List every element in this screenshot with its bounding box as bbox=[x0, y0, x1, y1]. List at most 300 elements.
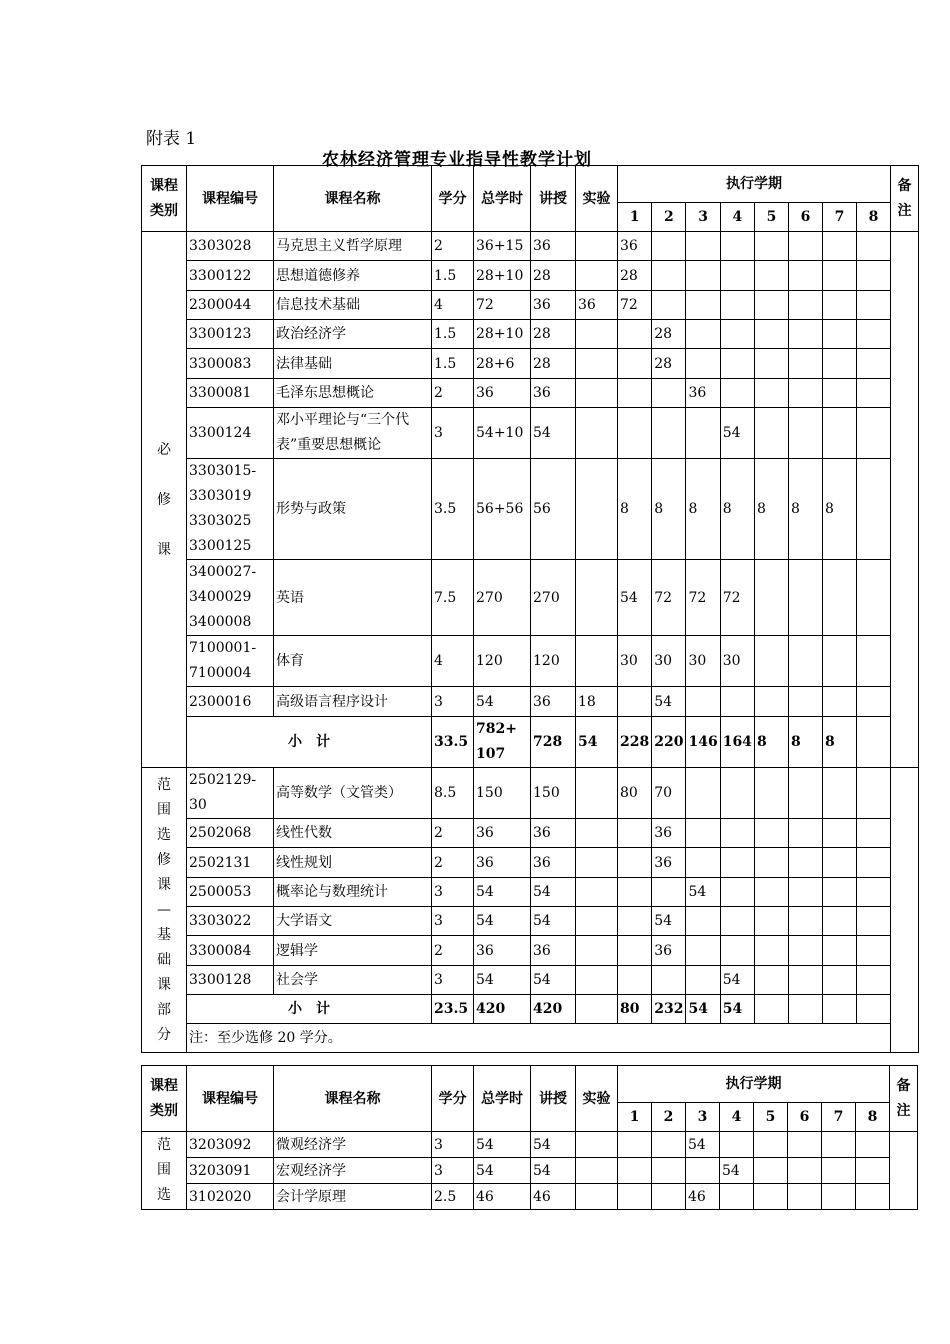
lab-hours bbox=[576, 320, 618, 349]
term-3-hours bbox=[686, 349, 720, 379]
term-4-hours bbox=[720, 907, 754, 936]
course-code: 3300081 bbox=[187, 379, 274, 408]
term-1-hours bbox=[618, 1132, 652, 1158]
term-2-hours bbox=[652, 379, 686, 408]
term-3-hours bbox=[686, 408, 720, 459]
header-row bbox=[142, 166, 919, 203]
subtotal-term-8 bbox=[856, 995, 890, 1024]
header-credit: 学分 bbox=[432, 1066, 474, 1132]
term-1-hours bbox=[618, 408, 652, 459]
lecture-hours: 54 bbox=[531, 907, 576, 936]
header-term-1: 1 bbox=[618, 203, 652, 232]
term-2-hours: 28 bbox=[652, 349, 686, 379]
course-row bbox=[142, 687, 919, 717]
header-term: 执行学期 bbox=[618, 166, 891, 203]
course-code: 3300128 bbox=[187, 966, 274, 995]
total-hours: 54 bbox=[474, 1158, 531, 1184]
term-4-hours bbox=[720, 261, 754, 291]
header-term-6: 6 bbox=[788, 203, 822, 232]
course-row bbox=[142, 848, 919, 878]
term-6-hours bbox=[788, 1184, 822, 1210]
term-1-hours: 8 bbox=[618, 459, 652, 560]
term-4-hours bbox=[720, 819, 754, 848]
term-7-hours bbox=[822, 878, 856, 907]
lab-hours bbox=[576, 1158, 618, 1184]
term-8-hours bbox=[856, 1184, 890, 1210]
course-row bbox=[142, 1132, 918, 1158]
course-row bbox=[142, 459, 919, 560]
course-row bbox=[142, 291, 919, 320]
header-term-4: 4 bbox=[720, 1103, 754, 1132]
header-term-8: 8 bbox=[856, 203, 890, 232]
term-8-hours bbox=[856, 1132, 890, 1158]
term-3-hours: 36 bbox=[686, 379, 720, 408]
credit: 3 bbox=[432, 907, 474, 936]
term-6-hours bbox=[788, 687, 822, 717]
header-term-7: 7 bbox=[822, 1103, 856, 1132]
term-3-hours bbox=[686, 936, 720, 966]
header-category: 课程类别 bbox=[142, 1066, 187, 1132]
subtotal-total: 782+ 107 bbox=[474, 717, 531, 768]
subtotal-lecture: 420 bbox=[531, 995, 576, 1024]
header-lab: 实验 bbox=[576, 166, 618, 232]
credit: 2 bbox=[432, 819, 474, 848]
term-3-hours bbox=[686, 768, 720, 819]
term-4-hours: 54 bbox=[720, 966, 754, 995]
subtotal-term-7: 8 bbox=[822, 717, 856, 768]
course-code: 3300083 bbox=[187, 349, 274, 379]
total-hours: 36+15 bbox=[474, 232, 531, 261]
credit: 2 bbox=[432, 936, 474, 966]
term-5-hours bbox=[754, 966, 788, 995]
subtotal-term-7 bbox=[822, 995, 856, 1024]
lecture-hours: 54 bbox=[531, 878, 576, 907]
header-term-3: 3 bbox=[686, 1103, 720, 1132]
category-char: 选 bbox=[157, 826, 171, 843]
lecture-hours: 54 bbox=[531, 1158, 576, 1184]
term-5-hours bbox=[754, 320, 788, 349]
term-6-hours: 8 bbox=[788, 459, 822, 560]
subtotal-term-3: 146 bbox=[686, 717, 720, 768]
credit: 2.5 bbox=[432, 1184, 474, 1210]
term-2-hours bbox=[652, 1158, 686, 1184]
lecture-hours: 36 bbox=[531, 291, 576, 320]
note-text: 注：至少选修 20 学分。 bbox=[187, 1024, 891, 1053]
lab-hours bbox=[576, 560, 618, 636]
course-code: 3300123 bbox=[187, 320, 274, 349]
term-2-hours bbox=[652, 878, 686, 907]
credit: 1.5 bbox=[432, 320, 474, 349]
term-2-hours bbox=[652, 261, 686, 291]
subtotal-row bbox=[142, 995, 919, 1024]
header-term-1: 1 bbox=[618, 1103, 652, 1132]
term-4-hours: 8 bbox=[720, 459, 754, 560]
term-8-hours bbox=[856, 232, 890, 261]
subtotal-term-5: 8 bbox=[754, 717, 788, 768]
term-8-hours bbox=[856, 878, 890, 907]
lecture-hours: 56 bbox=[531, 459, 576, 560]
total-hours: 54 bbox=[474, 907, 531, 936]
term-7-hours bbox=[822, 261, 856, 291]
course-name: 体育 bbox=[274, 636, 432, 687]
total-hours: 54 bbox=[474, 878, 531, 907]
course-code: 7100001- 7100004 bbox=[187, 636, 274, 687]
term-3-hours bbox=[686, 1158, 720, 1184]
course-row bbox=[142, 349, 919, 379]
term-4-hours bbox=[720, 349, 754, 379]
course-name: 高等数学（文管类） bbox=[274, 768, 432, 819]
term-2-hours: 36 bbox=[652, 936, 686, 966]
course-row bbox=[142, 878, 919, 907]
total-hours: 36 bbox=[474, 819, 531, 848]
term-7-hours bbox=[822, 768, 856, 819]
credit: 4 bbox=[432, 291, 474, 320]
course-code: 2500053 bbox=[187, 878, 274, 907]
credit: 1.5 bbox=[432, 261, 474, 291]
course-name: 信息技术基础 bbox=[274, 291, 432, 320]
header-lab: 实验 bbox=[576, 1066, 618, 1132]
term-6-hours bbox=[788, 291, 822, 320]
term-5-hours bbox=[754, 408, 788, 459]
course-row bbox=[142, 819, 919, 848]
term-2-hours bbox=[652, 1132, 686, 1158]
total-hours: 46 bbox=[474, 1184, 531, 1210]
term-1-hours: 30 bbox=[618, 636, 652, 687]
course-row bbox=[142, 907, 919, 936]
term-4-hours bbox=[720, 1184, 754, 1210]
term-5-hours bbox=[754, 819, 788, 848]
term-8-hours bbox=[856, 320, 890, 349]
credit: 3 bbox=[432, 1132, 474, 1158]
term-3-hours bbox=[686, 232, 720, 261]
header-remark: 备注 bbox=[890, 1066, 918, 1132]
term-4-hours bbox=[720, 232, 754, 261]
term-5-hours: 8 bbox=[754, 459, 788, 560]
term-2-hours: 72 bbox=[652, 560, 686, 636]
credit: 2 bbox=[432, 379, 474, 408]
term-6-hours bbox=[788, 408, 822, 459]
term-5-hours bbox=[754, 1158, 788, 1184]
subtotal-term-1: 80 bbox=[618, 995, 652, 1024]
term-1-hours bbox=[618, 878, 652, 907]
total-hours: 56+56 bbox=[474, 459, 531, 560]
term-3-hours: 72 bbox=[686, 560, 720, 636]
term-6-hours bbox=[788, 349, 822, 379]
credit: 3 bbox=[432, 408, 474, 459]
term-2-hours: 36 bbox=[652, 848, 686, 878]
term-3-hours bbox=[686, 687, 720, 717]
lab-hours bbox=[576, 848, 618, 878]
total-hours: 150 bbox=[474, 768, 531, 819]
lecture-hours: 54 bbox=[531, 1132, 576, 1158]
term-4-hours: 54 bbox=[720, 408, 754, 459]
subtotal-term-3: 54 bbox=[686, 995, 720, 1024]
header-name: 课程名称 bbox=[274, 166, 432, 232]
course-name: 社会学 bbox=[274, 966, 432, 995]
course-category bbox=[142, 232, 187, 768]
term-1-hours bbox=[618, 1158, 652, 1184]
credit: 7.5 bbox=[432, 560, 474, 636]
header-term-6: 6 bbox=[788, 1103, 822, 1132]
course-name: 毛泽东思想概论 bbox=[274, 379, 432, 408]
category-char: 分 bbox=[157, 1026, 171, 1043]
lecture-hours: 36 bbox=[531, 232, 576, 261]
note-row bbox=[142, 1024, 919, 1053]
category-char: 修 bbox=[157, 491, 171, 508]
subtotal-credit: 23.5 bbox=[432, 995, 474, 1024]
course-code: 3303015- 3303019 3303025 3300125 bbox=[187, 459, 274, 560]
term-8-hours bbox=[856, 966, 890, 995]
header-row bbox=[142, 1066, 918, 1103]
header-code: 课程编号 bbox=[187, 166, 274, 232]
term-7-hours bbox=[822, 379, 856, 408]
course-row bbox=[142, 636, 919, 687]
lecture-hours: 36 bbox=[531, 379, 576, 408]
course-category bbox=[142, 768, 187, 1053]
term-4-hours: 30 bbox=[720, 636, 754, 687]
lecture-hours: 120 bbox=[531, 636, 576, 687]
term-7-hours bbox=[822, 848, 856, 878]
course-code: 3300124 bbox=[187, 408, 274, 459]
term-4-hours bbox=[720, 848, 754, 878]
subtotal-credit: 33.5 bbox=[432, 717, 474, 768]
course-name: 微观经济学 bbox=[274, 1132, 432, 1158]
term-5-hours bbox=[754, 687, 788, 717]
course-name: 法律基础 bbox=[274, 349, 432, 379]
subtotal-total: 420 bbox=[474, 995, 531, 1024]
term-7-hours bbox=[822, 819, 856, 848]
total-hours: 36 bbox=[474, 379, 531, 408]
term-7-hours bbox=[822, 232, 856, 261]
lecture-hours: 36 bbox=[531, 819, 576, 848]
term-6-hours bbox=[788, 768, 822, 819]
term-7-hours bbox=[822, 291, 856, 320]
credit: 1.5 bbox=[432, 349, 474, 379]
header-term-2: 2 bbox=[652, 1103, 686, 1132]
course-name: 英语 bbox=[274, 560, 432, 636]
teaching-plan-table bbox=[141, 165, 919, 1053]
course-name: 形势与政策 bbox=[274, 459, 432, 560]
term-5-hours bbox=[754, 936, 788, 966]
course-name: 线性规划 bbox=[274, 848, 432, 878]
term-6-hours bbox=[788, 560, 822, 636]
lecture-hours: 54 bbox=[531, 966, 576, 995]
term-8-hours bbox=[856, 408, 890, 459]
term-2-hours bbox=[652, 232, 686, 261]
course-name: 宏观经济学 bbox=[274, 1158, 432, 1184]
header-remark: 备注 bbox=[890, 166, 918, 232]
term-1-hours: 72 bbox=[618, 291, 652, 320]
course-row bbox=[142, 320, 919, 349]
term-6-hours bbox=[788, 966, 822, 995]
course-name: 思想道德修养 bbox=[274, 261, 432, 291]
term-5-hours bbox=[754, 261, 788, 291]
course-row bbox=[142, 379, 919, 408]
header-total-hours: 总学时 bbox=[474, 1066, 531, 1132]
term-8-hours bbox=[856, 291, 890, 320]
term-3-hours bbox=[686, 848, 720, 878]
subtotal-term-2: 232 bbox=[652, 995, 686, 1024]
course-row bbox=[142, 560, 919, 636]
credit: 2 bbox=[432, 848, 474, 878]
term-8-hours bbox=[856, 636, 890, 687]
header-term-7: 7 bbox=[822, 203, 856, 232]
course-category bbox=[142, 1132, 187, 1210]
term-2-hours: 8 bbox=[652, 459, 686, 560]
course-code: 2502131 bbox=[187, 848, 274, 878]
remark-cell bbox=[890, 768, 918, 1053]
term-6-hours bbox=[788, 261, 822, 291]
course-name: 大学语文 bbox=[274, 907, 432, 936]
term-5-hours bbox=[754, 1184, 788, 1210]
term-7-hours bbox=[822, 907, 856, 936]
term-2-hours: 70 bbox=[652, 768, 686, 819]
term-1-hours bbox=[618, 936, 652, 966]
course-row bbox=[142, 1158, 918, 1184]
total-hours: 28+10 bbox=[474, 320, 531, 349]
term-4-hours bbox=[720, 687, 754, 717]
term-7-hours bbox=[822, 320, 856, 349]
lecture-hours: 28 bbox=[531, 349, 576, 379]
credit: 3 bbox=[432, 1158, 474, 1184]
term-5-hours bbox=[754, 907, 788, 936]
course-row bbox=[142, 232, 919, 261]
course-name: 逻辑学 bbox=[274, 936, 432, 966]
term-3-hours: 54 bbox=[686, 1132, 720, 1158]
category-char: 围 bbox=[157, 801, 171, 818]
subtotal-term-6 bbox=[788, 995, 822, 1024]
term-6-hours bbox=[788, 232, 822, 261]
term-8-hours bbox=[856, 560, 890, 636]
category-char: 课 bbox=[157, 876, 171, 893]
lecture-hours: 54 bbox=[531, 408, 576, 459]
term-4-hours bbox=[720, 1132, 754, 1158]
lab-hours: 36 bbox=[576, 291, 618, 320]
total-hours: 28+6 bbox=[474, 349, 531, 379]
term-2-hours bbox=[652, 966, 686, 995]
lab-hours: 18 bbox=[576, 687, 618, 717]
term-7-hours bbox=[822, 1158, 856, 1184]
category-char: 修 bbox=[157, 851, 171, 868]
course-row bbox=[142, 768, 919, 819]
header-term: 执行学期 bbox=[618, 1066, 890, 1103]
term-7-hours bbox=[822, 1132, 856, 1158]
term-3-hours bbox=[686, 320, 720, 349]
document-title: 农林经济管理专业指导性教学计划 bbox=[322, 150, 592, 170]
term-1-hours bbox=[618, 1184, 652, 1210]
subtotal-lecture: 728 bbox=[531, 717, 576, 768]
total-hours: 270 bbox=[474, 560, 531, 636]
term-4-hours: 72 bbox=[720, 560, 754, 636]
credit: 4 bbox=[432, 636, 474, 687]
term-6-hours bbox=[788, 1132, 822, 1158]
category-char: 必 bbox=[157, 441, 171, 458]
term-4-hours bbox=[720, 878, 754, 907]
term-8-hours bbox=[856, 459, 890, 560]
course-code: 3303022 bbox=[187, 907, 274, 936]
term-8-hours bbox=[856, 687, 890, 717]
term-5-hours bbox=[754, 848, 788, 878]
term-3-hours bbox=[686, 819, 720, 848]
term-2-hours bbox=[652, 1184, 686, 1210]
course-row bbox=[142, 261, 919, 291]
subtotal-term-2: 220 bbox=[652, 717, 686, 768]
total-hours: 72 bbox=[474, 291, 531, 320]
term-4-hours bbox=[720, 320, 754, 349]
term-7-hours bbox=[822, 349, 856, 379]
term-1-hours bbox=[618, 907, 652, 936]
subtotal-lab: 54 bbox=[576, 717, 618, 768]
term-7-hours bbox=[822, 1184, 856, 1210]
lab-hours bbox=[576, 408, 618, 459]
course-code: 3300122 bbox=[187, 261, 274, 291]
credit: 3 bbox=[432, 966, 474, 995]
term-6-hours bbox=[788, 1158, 822, 1184]
term-5-hours bbox=[754, 878, 788, 907]
term-1-hours: 36 bbox=[618, 232, 652, 261]
category-char: 部 bbox=[157, 1001, 171, 1018]
term-1-hours bbox=[618, 966, 652, 995]
total-hours: 28+10 bbox=[474, 261, 531, 291]
course-name: 政治经济学 bbox=[274, 320, 432, 349]
term-2-hours bbox=[652, 291, 686, 320]
header-term-4: 4 bbox=[720, 203, 754, 232]
term-5-hours bbox=[754, 560, 788, 636]
term-1-hours: 54 bbox=[618, 560, 652, 636]
term-8-hours bbox=[856, 1158, 890, 1184]
subtotal-label: 小 计 bbox=[187, 717, 432, 768]
total-hours: 54 bbox=[474, 687, 531, 717]
lab-hours bbox=[576, 819, 618, 848]
term-1-hours bbox=[618, 320, 652, 349]
term-2-hours: 36 bbox=[652, 819, 686, 848]
course-code: 3203092 bbox=[187, 1132, 274, 1158]
credit: 3 bbox=[432, 878, 474, 907]
subtotal-term-5 bbox=[754, 995, 788, 1024]
lab-hours bbox=[576, 459, 618, 560]
lab-hours bbox=[576, 261, 618, 291]
subtotal-term-4: 164 bbox=[720, 717, 754, 768]
term-8-hours bbox=[856, 349, 890, 379]
category-char: 基 bbox=[157, 926, 171, 943]
category-char: 围 bbox=[157, 1162, 171, 1178]
lecture-hours: 36 bbox=[531, 848, 576, 878]
course-name: 概率论与数理统计 bbox=[274, 878, 432, 907]
term-3-hours bbox=[686, 907, 720, 936]
lab-hours bbox=[576, 936, 618, 966]
subtotal-row bbox=[142, 717, 919, 768]
term-3-hours: 46 bbox=[686, 1184, 720, 1210]
term-5-hours bbox=[754, 232, 788, 261]
total-hours: 54+10 bbox=[474, 408, 531, 459]
term-1-hours: 28 bbox=[618, 261, 652, 291]
term-2-hours: 28 bbox=[652, 320, 686, 349]
lab-hours bbox=[576, 1184, 618, 1210]
header-term-3: 3 bbox=[686, 203, 720, 232]
lab-hours bbox=[576, 379, 618, 408]
header-lecture: 讲授 bbox=[531, 1066, 576, 1132]
term-4-hours bbox=[720, 291, 754, 320]
term-8-hours bbox=[856, 936, 890, 966]
course-code: 3102020 bbox=[187, 1184, 274, 1210]
course-code: 2502068 bbox=[187, 819, 274, 848]
credit: 3 bbox=[432, 687, 474, 717]
term-6-hours bbox=[788, 848, 822, 878]
course-name: 高级语言程序设计 bbox=[274, 687, 432, 717]
term-6-hours bbox=[788, 936, 822, 966]
total-hours: 120 bbox=[474, 636, 531, 687]
header-category: 课程类别 bbox=[142, 166, 187, 232]
